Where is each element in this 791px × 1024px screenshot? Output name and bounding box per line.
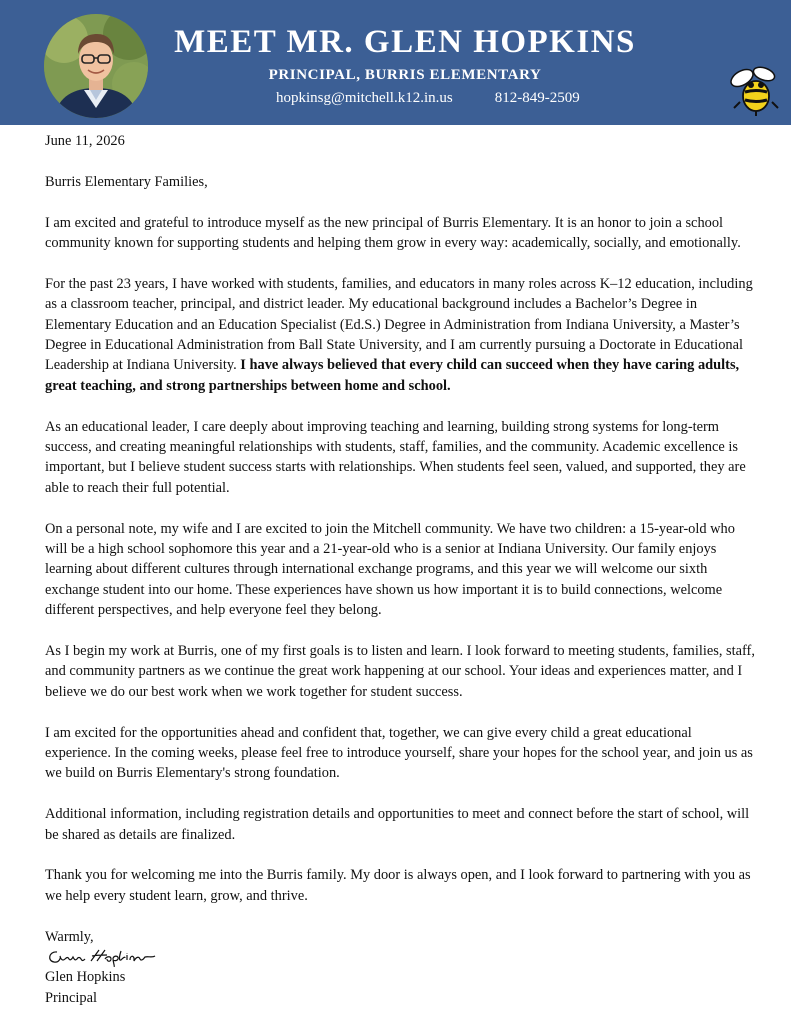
paragraph-background xyxy=(45,274,757,396)
letter-body xyxy=(45,131,757,1008)
principal-photo xyxy=(44,14,148,118)
paragraph-personal: On a personal note, my wife and I are excited to join the Mitchell community. We have two children: a 15-year-old who will be a high school sophomore this year and a 21-year-old who is a senior at Indiana University. Our family enjoys learning about different cultures through international exchange programs, and this year we will welcome our sixth exchange student into our home. These experiences have shown us how important it is to build connections, welcome different perspectives, and help everyone feel they belong. xyxy=(45,520,735,619)
paragraph-goals: As I begin my work at Burris, one of my first goals is to listen and learn. I look forward to meeting students, families, staff, and community partners as we continue the great work happening at our school. Your ideas and experiences matter, and I believe we do our best work when we work together for student success. xyxy=(45,643,755,700)
contact-line xyxy=(276,90,580,107)
yellow-jacket-mascot-icon xyxy=(728,62,780,116)
principal-subtitle: PRINCIPAL, BURRIS ELEMENTARY xyxy=(268,67,542,83)
phone-number[interactable]: 812-849-2509 xyxy=(494,90,580,106)
handwritten-signature xyxy=(45,947,157,967)
paragraph-thank-you: Thank you for welcoming me into the Burris family. My door is always open, and I look forward to partnering with you as we help every student learn, grow, and thrive. xyxy=(45,867,751,904)
email-address[interactable]: hopkinsg@mitchell.k12.in.us xyxy=(276,90,453,106)
letter-date: June 11, 2026 xyxy=(45,133,125,149)
background-text: For the past 23 years, I have worked with students, families, and educators in many roles across K–12 education, including as a classroom teacher, principal, and district leader. My educational background includes a Bachelor’s Degree in Elementary Education and an Education Specialist (Ed.S.) Degree in Administration from Indiana University, a Master’s Degree in Educational Administration from Ball State University, and I am currently pursuing a Doctorate in Educational Leadership at Indiana University. xyxy=(45,275,753,374)
letter-closing: Warmly, xyxy=(45,928,94,945)
paragraph-introduction: I am excited and grateful to introduce myself as the new principal of Burris Elementary. It is an honor to join a school community known for supporting students and helping them grow in every way: academically, socially, and emotionally. xyxy=(45,214,741,251)
paragraph-leadership: As an educational leader, I care deeply about improving teaching and learning, building strong systems for long-term success, and creating meaningful relationships with students, staff, families, and the community. Academic excellence is important, but I believe student success starts with relationships. When students feel seen, valued, and supported, they are able to reach their full potential. xyxy=(45,418,746,496)
page-title: MEET MR. GLEN HOPKINS xyxy=(174,24,636,60)
signatory-title: Principal xyxy=(45,989,97,1006)
letterhead-banner xyxy=(0,0,791,125)
paragraph-additional-info: Additional information, including registration details and opportunities to meet and connect before the start of school, will be shared as details are finalized. xyxy=(45,806,750,843)
paragraph-opportunities: I am excited for the opportunities ahead and confident that, together, we can give every child a great educational experience. In the coming weeks, please feel free to introduce yourself, share your hopes for the school year, and join us as we build on Burris Elementary's strong foundation. xyxy=(45,724,753,782)
letter-greeting: Burris Elementary Families, xyxy=(45,173,208,190)
signatory-name: Glen Hopkins xyxy=(45,969,126,986)
belief-statement: I have always believed that every child can succeed when they have caring adults, great teaching, and strong partnerships between home and school. xyxy=(45,357,740,394)
